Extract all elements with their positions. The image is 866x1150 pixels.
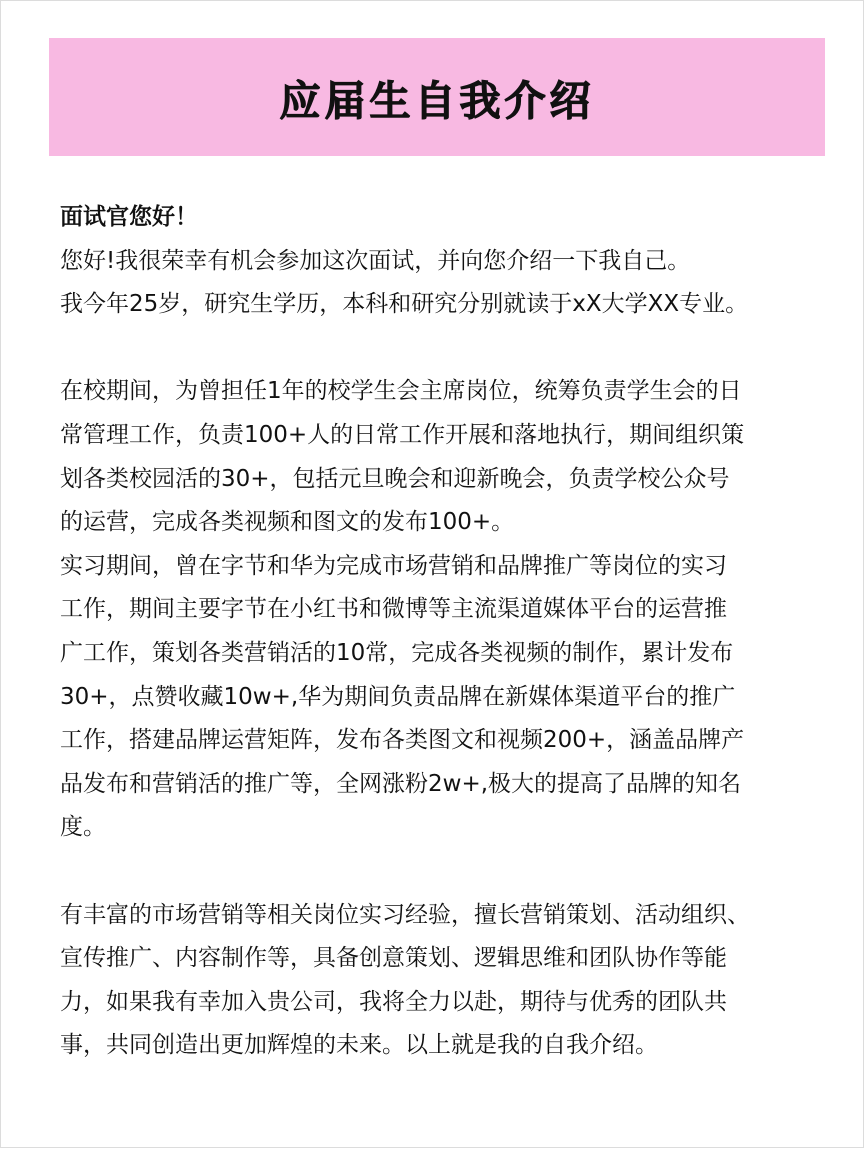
campus-line: 划各类校园活的30+，包括元旦晚会和迎新晚会，负责学校公众号 [60,465,730,492]
campus-line: 在校期间，为曾担任1年的校学生会主席岗位，统筹负责学生会的日 [60,378,742,405]
document-body [60,196,830,1068]
closing-line: 宣传推广、内容制作等，具备创意策划、逻辑思维和团队协作等能 [60,945,727,972]
title-banner [49,38,825,156]
closing-line: 事，共同创造出更加辉煌的未来。以上就是我的自我介绍。 [60,1032,658,1059]
closing-line: 力，如果我有幸加入贵公司，我将全力以赴，期待与优秀的团队共 [60,988,727,1015]
page-title: 应届生自我介绍 [279,76,595,125]
closing-line: 有丰富的市场营销等相关岗位实习经验，擅长营销策划、活动组织、 [60,901,750,928]
internship-line: 品发布和营销活的推广等，全网涨粉2w+,极大的提高了品牌的知名 [60,770,742,797]
intro-line: 您好!我很荣幸有机会参加这次面试，并向您介绍一下我自己。 [60,247,691,274]
internship-line: 工作，期间主要字节在小红书和微博等主流渠道媒体平台的运营推 [60,596,727,623]
internship-line: 30+，点赞收藏10w+,华为期间负责品牌在新媒体渠道平台的推广 [60,683,736,710]
internship-line: 实习期间，曾在字节和华为完成市场营销和品牌推广等岗位的实习 [60,552,727,579]
campus-line: 常管理工作，负责100+人的日常工作开展和落地执行，期间组织策 [60,421,745,448]
campus-line: 的运营，完成各类视频和图文的发布100+。 [60,509,515,536]
paragraph-gap [60,850,830,894]
paragraph-gap [60,327,830,371]
internship-line: 工作，搭建品牌运营矩阵，发布各类图文和视频200+，涵盖品牌产 [60,727,745,754]
intro-line: 我今年25岁，研究生学历，本科和研究分别就读于xX大学XX专业。 [60,291,749,318]
internship-line: 度。 [60,814,106,841]
greeting-line: 面试官您好！ [60,204,198,230]
internship-line: 广工作，策划各类营销活的10常，完成各类视频的制作，累计发布 [60,639,734,666]
